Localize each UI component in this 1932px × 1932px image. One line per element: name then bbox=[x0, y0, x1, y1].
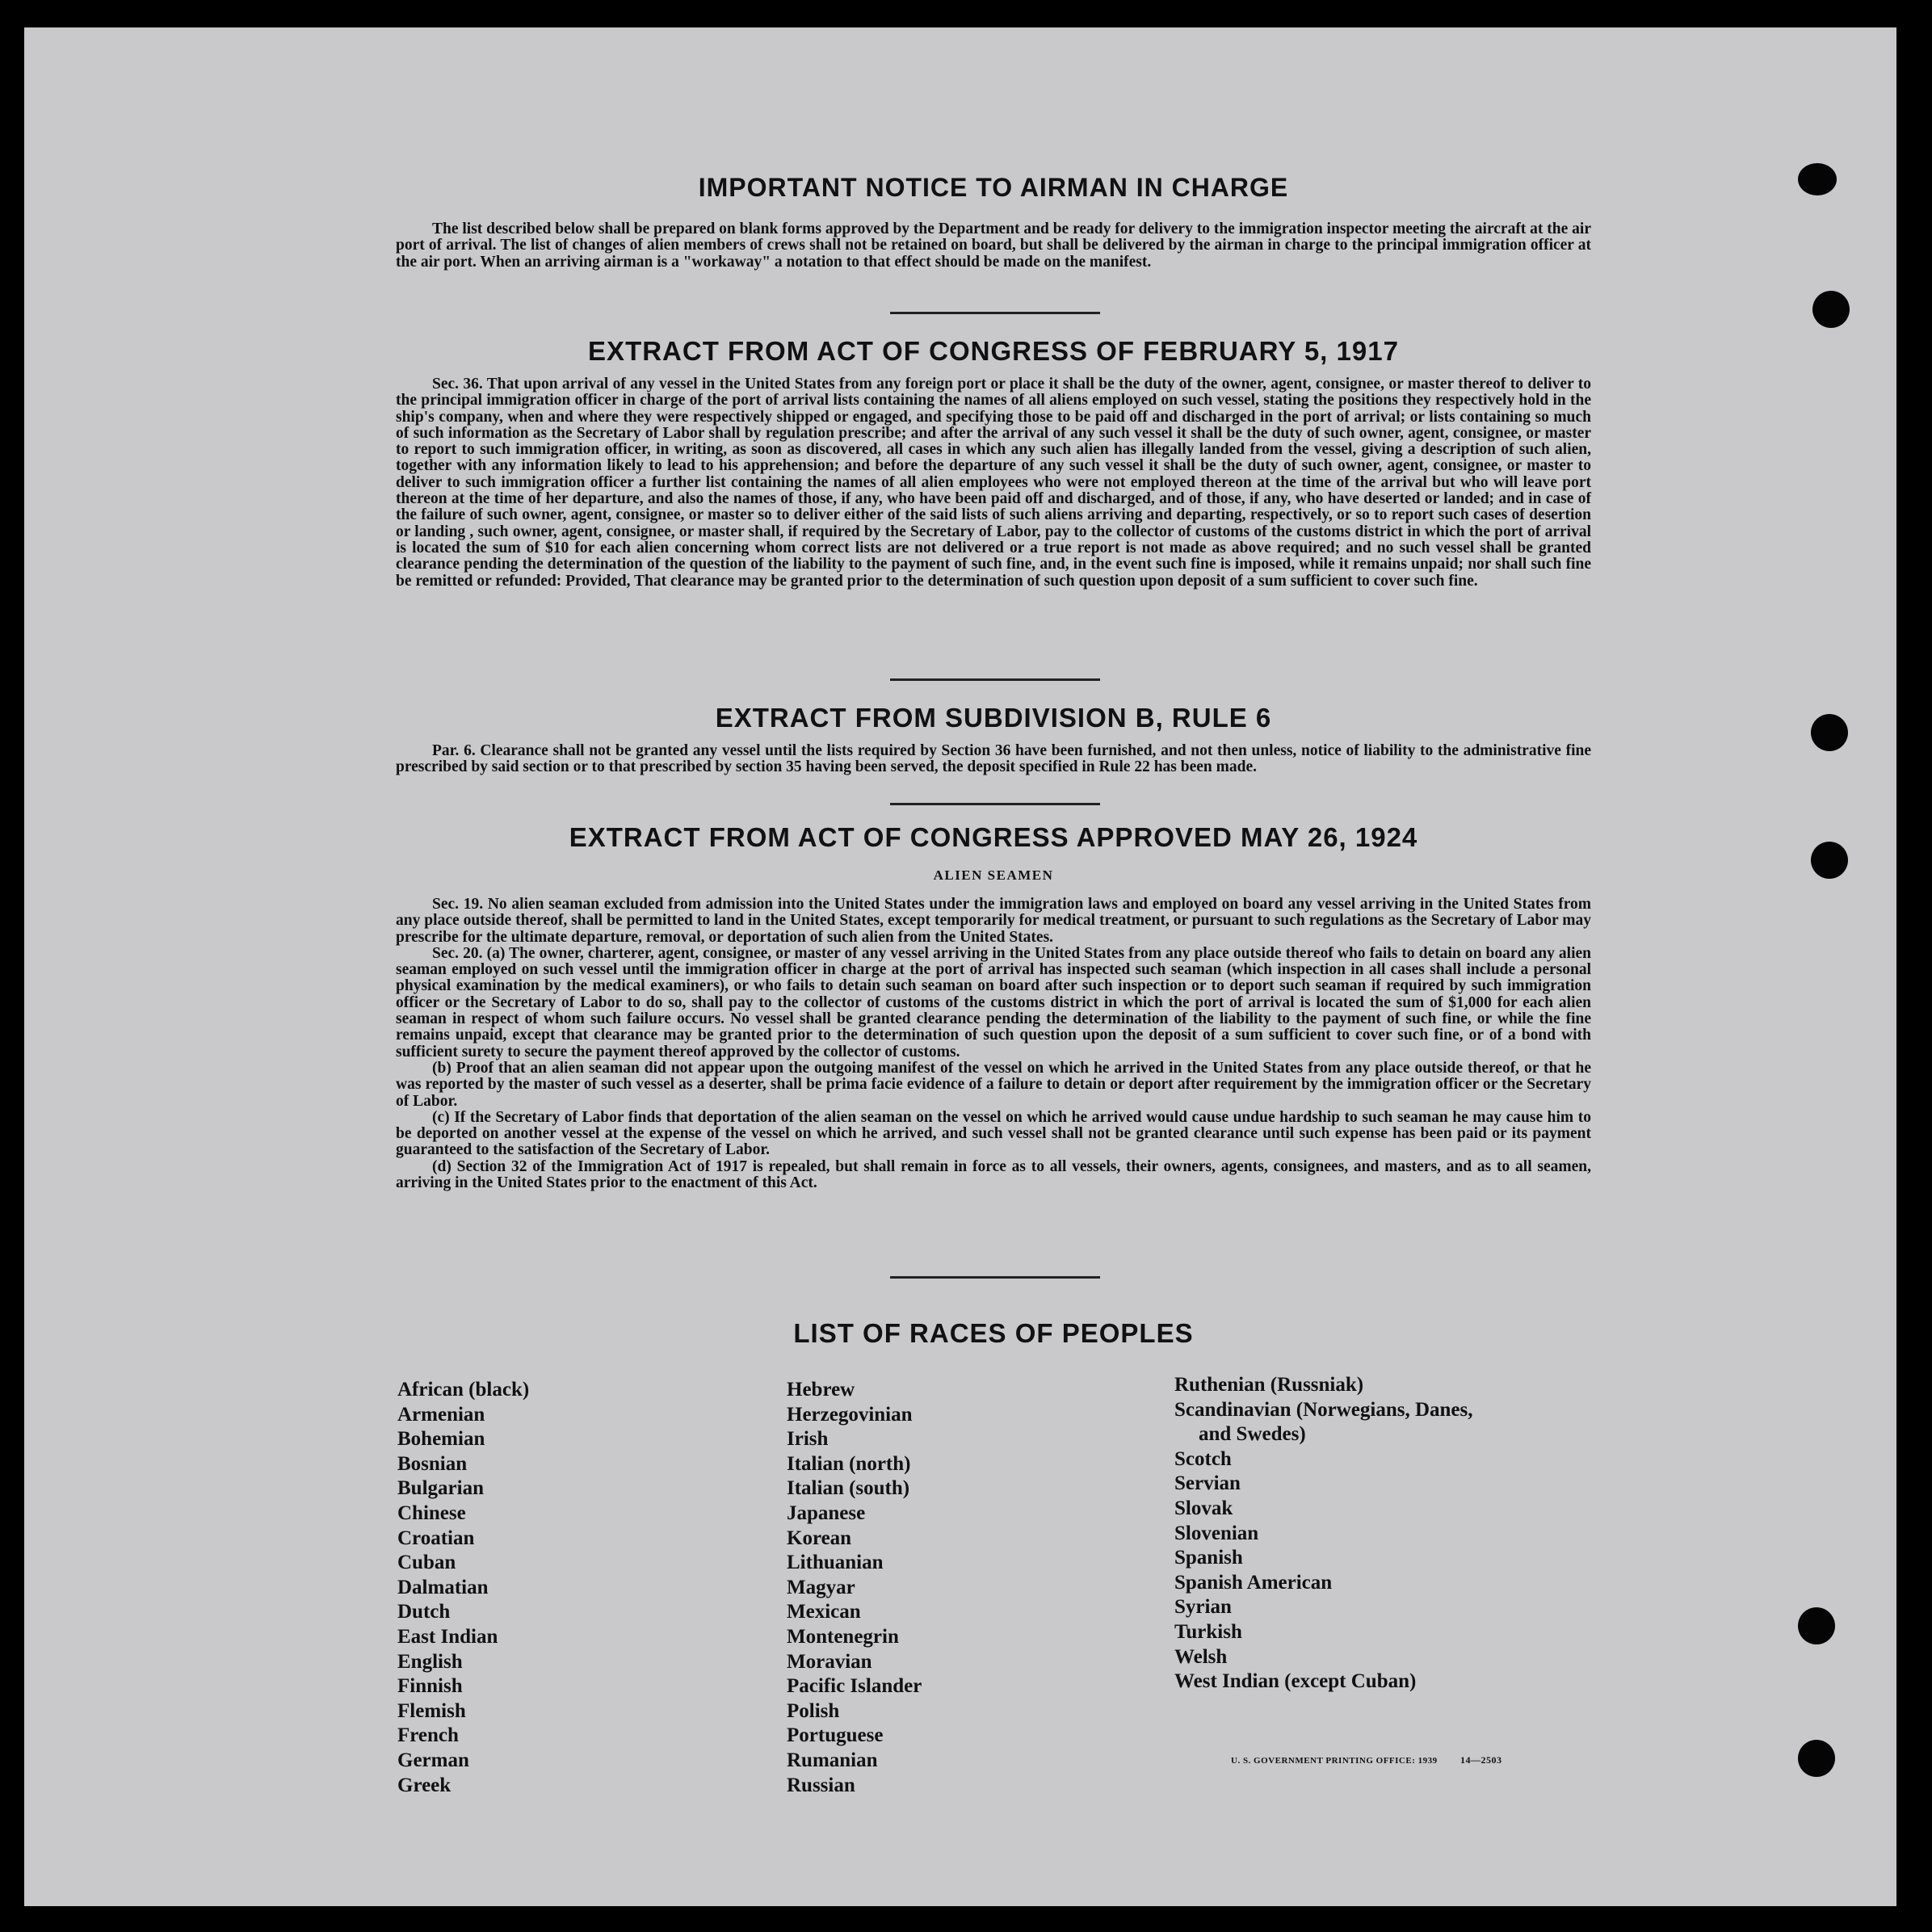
divider bbox=[890, 803, 1100, 805]
act-1924-section bbox=[396, 822, 1591, 853]
act-1917-body: Sec. 36. That upon arrival of any vessel in the United States from any foreign port or place it shall be the duty of the owner, agent, consignee, or master thereof to deliver to the principal immigration officer in charge of the port of arrival lists containing the names of all aliens employed on such vessel, stating the positions they respectively hold in the ship's company, when and where they were respectively shipped or engaged, and specifying those to be paid off and discharged in the port of arrival; or lists containing so much of such information as the Secretary of Labor shall by regulation prescribe; and after the arrival of any such vessel it shall be the duty of such owner, agent, consignee, or master to report to such immigration officer, in writing, as soon as discovered, all cases in which any such alien has illegally landed from the vessel, giving a description of such alien, together with any information likely to lead to his apprehension; and before the departure of any such vessel it shall be the duty of such owner, agent, consignee, or master to deliver to such immigration officer a further list containing the names of all alien employees who were not employed thereon at the time of the arrival but who will leave port thereon at the time of her departure, and also the names of those, if any, who have been paid off and discharged, and of those, if any, who have deserted or landed; and in case of the failure of such owner, agent, consignee, or master so to deliver either of the said lists of such aliens arriving and departing, respectively, or so to report such cases of desertion or landing , such owner, agent, consignee, or master shall, if required by the Secretary of Labor, pay to the collector of customs of the customs district in which the port of arrival is located the sum of $10 for each alien concerning whom correct lists are not delivered or a true report is not made as above required; and no such vessel shall be granted clearance pending the determination of the question of the liability to the payment of such fine, and, in the event such fine is imposed, while it remains unpaid; nor shall such fine be remitted or refunded: Provided, That clearance may be granted prior to the determination of such question upon deposit of a sum sufficient to cover such fine. bbox=[396, 376, 1591, 590]
race-item: Bosnian bbox=[397, 1452, 468, 1475]
act-1924-sec19: Sec. 19. No alien seaman excluded from admission into the United States under the immigration laws and employed on board any vessel arriving in the United States from any place outside thereof, shall be permitted to land in the United States, except temporarily for medical treatment, or pursuant to such regulations as the Secretary of Labor may prescribe for the ultimate departure, removal, or deportation of such alien from the United States. bbox=[396, 896, 1591, 946]
race-item: Spanish bbox=[1174, 1547, 1243, 1569]
act-1924-sec20a: Sec. 20. (a) The owner, charterer, agent, consignee, or master of any vessel arriving in the United States from any place outside thereof who fails to detain on board any alien seaman employed on such vessel until the immigration officer in charge at the port of arrival has inspected such seaman (which inspection in all cases shall include a personal physical examination by the medical examiners), or who fails to detain such seaman on board after such inspection or to deport such seaman if required by such immigration officer or the Secretary of Labor to do so, shall pay to the collector of customs of the customs district in which the port of arrival is located the sum of $1,000 for each alien seaman in respect of whom such failure occurs. No vessel shall be granted clearance pending the determination of the liability to the payment of such fine, or while the fine remains unpaid, except that clearance may be granted prior to the determination of such question upon the deposit of a sum sufficient to cover such fine, or of a bond with sufficient surety to secure the payment thereof approved by the collector of customs. bbox=[396, 944, 1591, 1060]
notice-body-block bbox=[396, 221, 1591, 271]
race-item: Hebrew bbox=[787, 1379, 855, 1401]
form-number: 14—2503 bbox=[1460, 1754, 1502, 1766]
act-1924-heading: EXTRACT FROM ACT OF CONGRESS APPROVED MAY 26, 1924 bbox=[569, 822, 1418, 852]
act-1924-body-block bbox=[396, 897, 1591, 1191]
race-item: Pacific Islander bbox=[787, 1675, 922, 1698]
race-item: Ruthenian (Russniak) bbox=[1174, 1374, 1364, 1396]
race-item: Irish bbox=[787, 1428, 829, 1451]
race-item: Turkish bbox=[1174, 1620, 1242, 1643]
races-column-1 bbox=[397, 1378, 529, 1798]
notice-body: The list described below shall be prepared on blank forms approved by the Department and be ready for delivery to the immigration inspector meeting the aircraft at the air port of arrival. The list of changes of alien members of crews shall not be retained on board, but shall be delivered by the airman in charge to the principal immigration officer at the air port. When an arriving airman is a "workaway" a notation to that effect should be made on the manifest. bbox=[396, 220, 1591, 271]
race-item: French bbox=[397, 1724, 459, 1747]
printer-imprint: U. S. GOVERNMENT PRINTING OFFICE: 1939 bbox=[1231, 1756, 1438, 1766]
rule6-section bbox=[396, 703, 1591, 733]
race-item: Slovenian bbox=[1174, 1522, 1259, 1544]
punch-hole bbox=[1798, 1740, 1835, 1777]
race-item: West Indian (except Cuban) bbox=[1174, 1670, 1417, 1693]
race-item: Italian (south) bbox=[787, 1477, 910, 1500]
punch-hole bbox=[1798, 163, 1837, 195]
race-item: Dalmatian bbox=[397, 1576, 489, 1598]
act-1924-sec20c: (c) If the Secretary of Labor finds that deportation of the alien seaman on the vessel on which he arrived would cause undue hardship to such seaman he may cause him to be deported on another vessel at the expense of the vessel on which he arrived, and such vessel shall not be granted clearance until such expense has been paid or its payment guaranteed to the satisfaction of the Secretary of Labor. bbox=[396, 1108, 1591, 1159]
document-page bbox=[24, 27, 1896, 1906]
race-item: Chinese bbox=[397, 1502, 466, 1524]
race-item: Dutch bbox=[397, 1601, 451, 1623]
act-1917-heading: EXTRACT FROM ACT OF CONGRESS OF FEBRUARY 5, 1917 bbox=[588, 336, 1399, 366]
race-item: Lithuanian bbox=[787, 1552, 884, 1574]
notice-heading: IMPORTANT NOTICE TO AIRMAN IN CHARGE bbox=[698, 173, 1289, 202]
divider bbox=[890, 312, 1100, 314]
race-item: Magyar bbox=[787, 1576, 855, 1598]
race-item: Cuban bbox=[397, 1552, 456, 1574]
race-item: Scotch bbox=[1174, 1447, 1232, 1470]
race-item: Slovak bbox=[1174, 1497, 1233, 1519]
race-item: Italian (north) bbox=[787, 1452, 911, 1475]
race-item: Russian bbox=[787, 1774, 855, 1796]
race-item: Moravian bbox=[787, 1650, 872, 1673]
race-item: English bbox=[397, 1650, 463, 1673]
notice-section bbox=[396, 173, 1591, 203]
rule6-heading: EXTRACT FROM SUBDIVISION B, RULE 6 bbox=[715, 703, 1272, 733]
rule6-body: Par. 6. Clearance shall not be granted any vessel until the lists required by Section 36 have been furnished, and not then unless, notice of liability to the administrative fine prescribed by said section or to that prescribed by section 35 having been served, the deposit specified in Rule 22 has been made. bbox=[396, 742, 1591, 776]
race-item: Rumanian bbox=[787, 1749, 878, 1771]
race-item: Finnish bbox=[397, 1675, 463, 1698]
race-item: African (black) bbox=[397, 1379, 530, 1401]
punch-hole bbox=[1811, 842, 1848, 879]
races-heading: LIST OF RACES OF PEOPLES bbox=[793, 1318, 1194, 1348]
race-item: German bbox=[397, 1749, 469, 1771]
divider bbox=[890, 678, 1100, 681]
race-item: Polish bbox=[787, 1699, 840, 1722]
race-item: Bulgarian bbox=[397, 1477, 484, 1500]
races-column-2 bbox=[787, 1378, 922, 1798]
act-1917-body-block bbox=[396, 376, 1591, 590]
race-item: Servian bbox=[1174, 1472, 1241, 1495]
race-item: Scandinavian (Norwegians, Danes, bbox=[1174, 1398, 1473, 1421]
act-1924-subheading: ALIEN SEAMEN bbox=[933, 867, 1054, 883]
race-item: Montenegrin bbox=[787, 1625, 899, 1648]
act-1924-sec20d: (d) Section 32 of the Immigration Act of 1917 is repealed, but shall remain in force as to all vessels, their owners, agents, consignees, and masters, and as to all seamen, arriving in the United States prior to the enactment of this Act. bbox=[396, 1157, 1591, 1192]
races-section bbox=[396, 1318, 1591, 1349]
act-1917-section bbox=[396, 336, 1591, 367]
punch-hole bbox=[1811, 714, 1848, 751]
race-item: East Indian bbox=[397, 1625, 498, 1648]
race-item: Flemish bbox=[397, 1699, 466, 1722]
races-column-3 bbox=[1174, 1373, 1473, 1695]
race-item: Armenian bbox=[397, 1403, 485, 1426]
punch-hole bbox=[1798, 1607, 1835, 1644]
rule6-body-block bbox=[396, 743, 1591, 776]
race-item: Portuguese bbox=[787, 1724, 884, 1747]
race-item: Welsh bbox=[1174, 1645, 1228, 1668]
race-item: Herzegovinian bbox=[787, 1403, 913, 1426]
race-item: Bohemian bbox=[397, 1428, 485, 1451]
act-1924-sec20b: (b) Proof that an alien seaman did not appear upon the outgoing manifest of the vessel on which he arrived in the United States from any place outside thereof, or that he was reported by the master of such vessel as a deserter, shall be prima facie evidence of a failure to detain or deport after requirement by the immigration officer or the Secretary of Labor. bbox=[396, 1059, 1591, 1110]
punch-hole bbox=[1812, 291, 1850, 328]
race-item: Korean bbox=[787, 1527, 852, 1549]
act-1924-subheading-block bbox=[396, 867, 1591, 884]
divider bbox=[890, 1276, 1100, 1279]
race-item: Croatian bbox=[397, 1527, 475, 1549]
race-item: and Swedes) bbox=[1199, 1423, 1306, 1446]
race-item: Mexican bbox=[787, 1601, 861, 1623]
race-item: Japanese bbox=[787, 1502, 866, 1524]
race-item: Spanish American bbox=[1174, 1571, 1333, 1594]
race-item: Syrian bbox=[1174, 1596, 1232, 1619]
race-item: Greek bbox=[397, 1774, 452, 1796]
